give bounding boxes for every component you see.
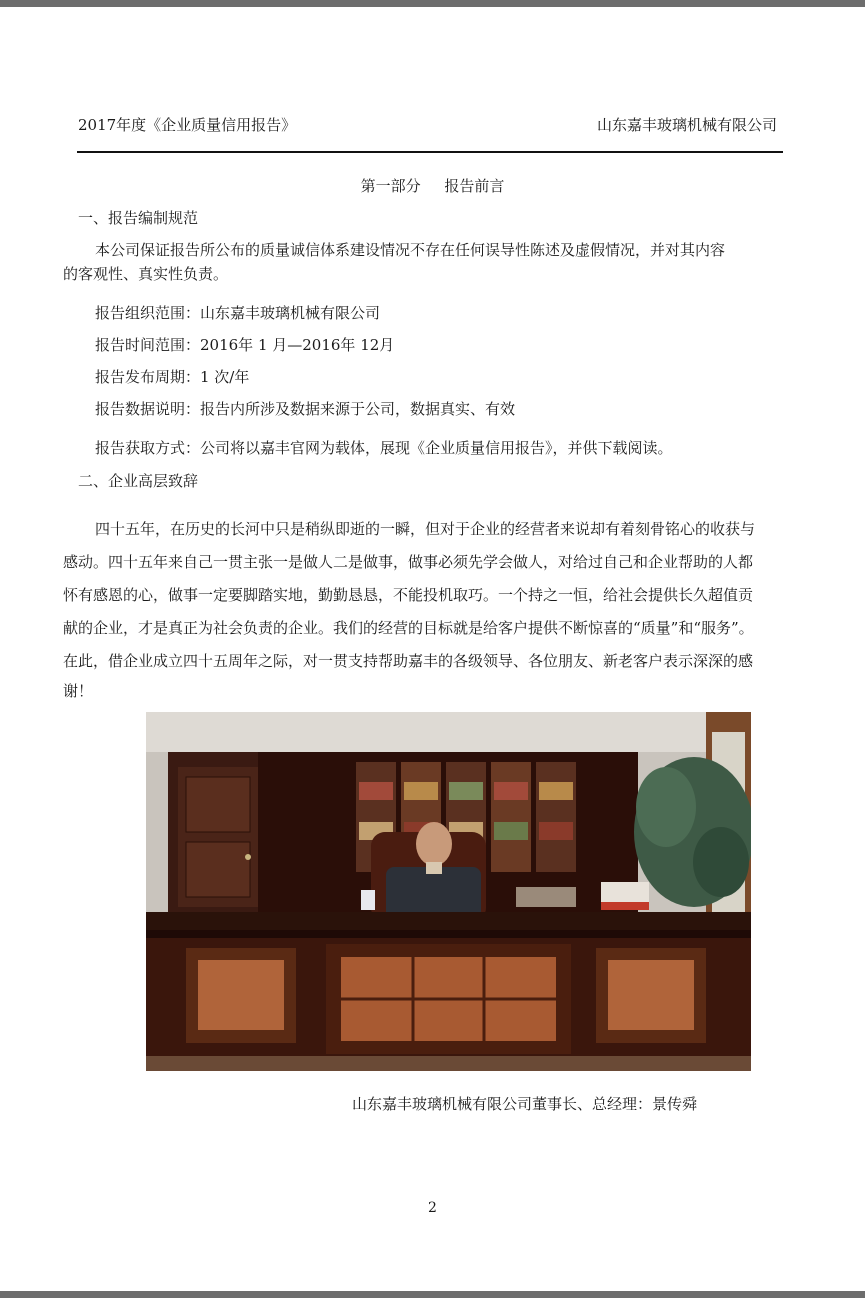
report-data-note: 报告数据说明：报告内所涉及数据来源于公司，数据真实、有效 (95, 400, 516, 418)
top-border (0, 0, 865, 7)
speech-line: 怀有感恩的心，做事一定要脚踏实地，勤勤恳恳，不能投机取巧。一个持之一恒，给社会提供长久超值贡 (63, 586, 754, 604)
section2-heading: 二、企业高层致辞 (78, 472, 199, 490)
header-divider (77, 151, 783, 153)
bottom-border (0, 1291, 865, 1298)
statement-line-2: 的客观性、真实性负责。 (63, 265, 229, 283)
page-number: 2 (428, 1200, 437, 1216)
speech-line: 四十五年，在历史的长河中只是稍纵即逝的一瞬，但对于企业的经营者来说却有着刻骨铭心的收获与 (95, 520, 756, 538)
statement-line-1: 本公司保证报告所公布的质量诚信体系建设情况不存在任何误导性陈述及虚假情况，并对其内容 (95, 241, 726, 259)
section1-heading: 一、报告编制规范 (78, 209, 199, 227)
chairman-office-photo (146, 712, 751, 1071)
report-header-title: 2017年度《企业质量信用报告》 (78, 116, 297, 134)
speech-line: 谢！ (63, 682, 94, 700)
report-cycle: 报告发布周期：1 次/年 (95, 368, 250, 386)
report-scope: 报告组织范围：山东嘉丰玻璃机械有限公司 (95, 304, 381, 322)
company-header-name: 山东嘉丰玻璃机械有限公司 (596, 116, 777, 134)
speech-line: 献的企业，才是真正为社会负责的企业。我们的经营的目标就是给客户提供不断惊喜的“质量”和“服务”。 (63, 619, 754, 637)
photo-caption: 山东嘉丰玻璃机械有限公司董事长、总经理：景传舜 (352, 1095, 698, 1113)
report-access: 报告获取方式：公司将以嘉丰官网为载体，展现《企业质量信用报告》，并供下载阅读。 (95, 439, 673, 457)
speech-line: 在此，借企业成立四十五周年之际，对一贯支持帮助嘉丰的各级领导、各位朋友、新老客户表示深深的感 (63, 652, 754, 670)
speech-line: 感动。四十五年来自己一贯主张一是做人二是做事，做事必须先学会做人，对给过自己和企业帮助的人都 (63, 553, 754, 571)
report-period: 报告时间范围：2016年 1 月—2016年 12月 (95, 336, 395, 354)
part-title: 第一部分 报告前言 (360, 177, 505, 195)
